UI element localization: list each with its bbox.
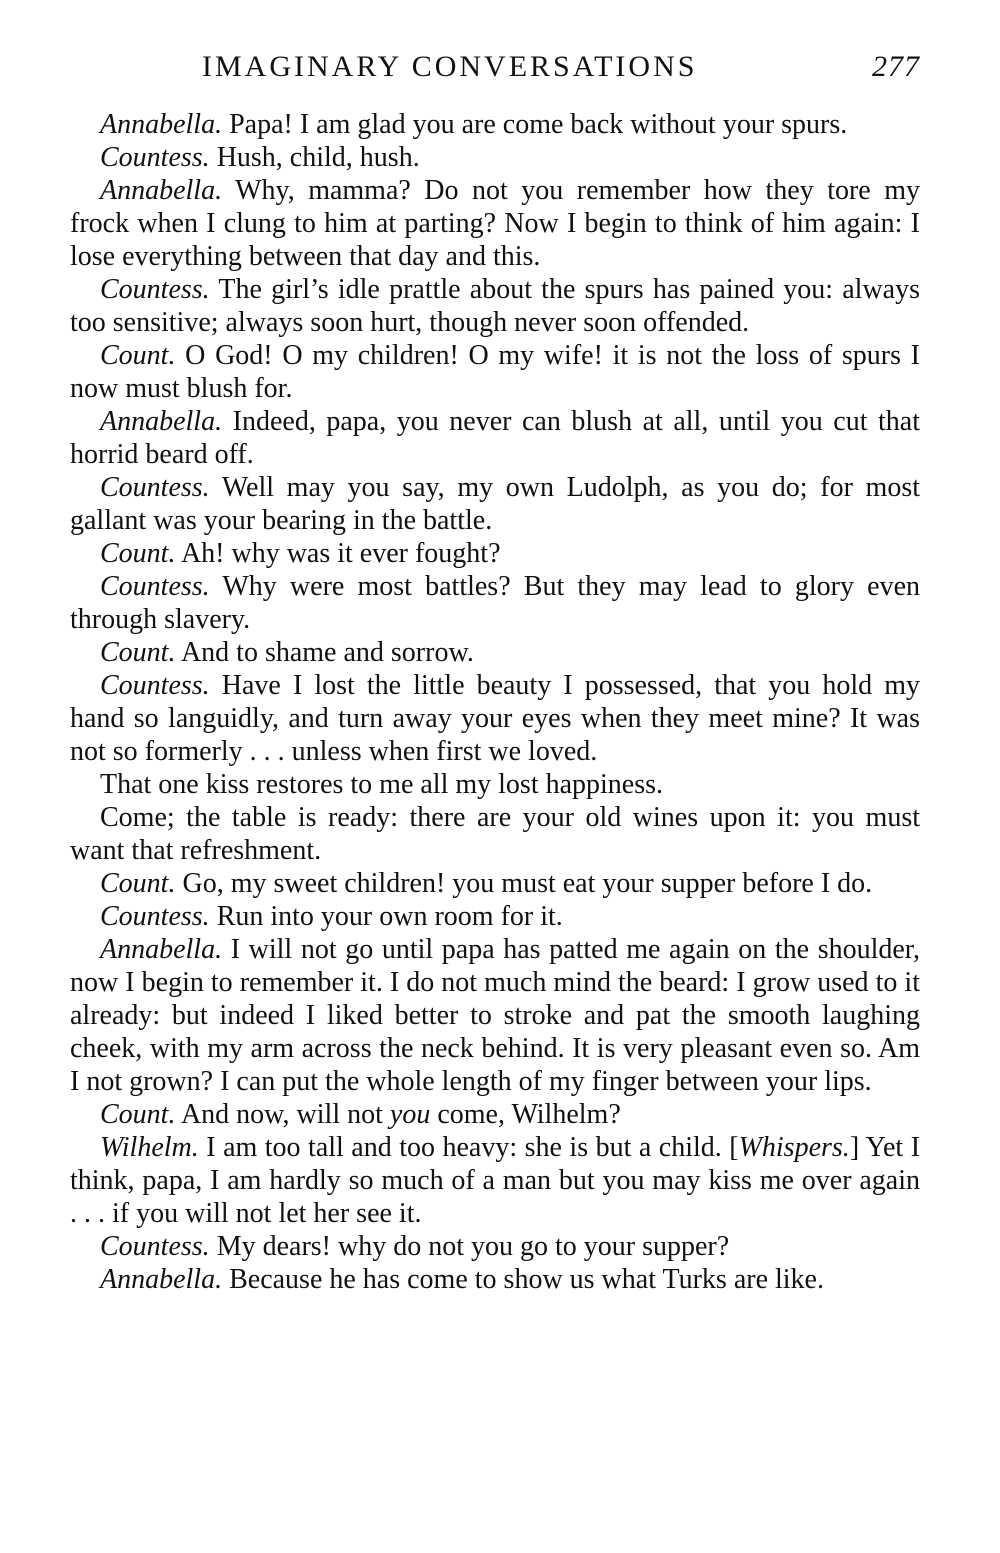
dialogue-paragraph xyxy=(70,273,920,339)
dialogue-paragraph xyxy=(70,768,920,801)
italic-text: you xyxy=(389,1099,431,1130)
dialogue-text xyxy=(70,108,920,1296)
page-number: 277 xyxy=(872,50,920,83)
speech-text: My dears! why do not you go to your supper? xyxy=(216,1231,730,1262)
speaker-name: Annabella. xyxy=(100,934,223,965)
speaker-name: Countess. xyxy=(100,571,210,602)
speaker-name: Countess. xyxy=(100,142,210,173)
speaker-name: Count. xyxy=(100,868,176,899)
speaker-name: Annabella. xyxy=(100,1264,223,1295)
speech-text: Indeed, papa, you never can blush at all, until you cut that horrid beard off. xyxy=(70,406,920,470)
speech-text: And now, will not xyxy=(180,1099,390,1130)
speech-text: Run into your own room for it. xyxy=(216,901,563,932)
speaker-name: Countess. xyxy=(100,274,210,305)
speaker-name: Countess. xyxy=(100,1231,210,1262)
speech-text: I will not go until papa has patted me again on the shoulder, now I begin to remember it. I do not much mind the beard: I grow used to it already: but indeed I liked better to stroke and pat the smooth laughing cheek, with my arm across the neck behind. It is very pleasant even so. Am I not grown? I can put the whole length of my finger between your lips. xyxy=(70,934,921,1097)
speech-text: That one kiss restores to me all my lost happiness. xyxy=(100,769,664,800)
dialogue-paragraph xyxy=(70,933,920,1098)
speech-text: The girl’s idle prattle about the spurs has pained you: always too sensitive; always soon hurt, though never soon offended. xyxy=(70,274,920,338)
speech-text: Come; the table is ready: there are your old wines upon it: you must want that refreshment. xyxy=(70,802,920,866)
dialogue-paragraph xyxy=(70,900,920,933)
dialogue-paragraph xyxy=(70,339,920,405)
speech-text: come, Wilhelm? xyxy=(430,1099,621,1130)
dialogue-paragraph xyxy=(70,1131,920,1230)
speech-text: Ah! why was it ever fought? xyxy=(180,538,501,569)
dialogue-paragraph xyxy=(70,1098,920,1131)
dialogue-paragraph xyxy=(70,405,920,471)
speaker-name: Annabella. xyxy=(100,406,223,437)
speech-text: Why, mamma? Do not you remember how they tore my frock when I clung to him at parting? Now I begin to think of him again: I lose everything between that day and this. xyxy=(70,175,920,272)
dialogue-paragraph xyxy=(70,537,920,570)
speech-text: Papa! I am glad you are come back without your spurs. xyxy=(229,109,848,140)
speaker-name: Countess. xyxy=(100,472,210,503)
dialogue-paragraph xyxy=(70,1263,920,1296)
dialogue-paragraph xyxy=(70,636,920,669)
speaker-name: Count. xyxy=(100,340,176,371)
speaker-name: Count. xyxy=(100,538,176,569)
speech-text: Because he has come to show us what Turks are like. xyxy=(229,1264,824,1295)
speaker-name: Count. xyxy=(100,637,176,668)
dialogue-paragraph xyxy=(70,1230,920,1263)
speech-text: O God! O my children! O my wife! it is not the loss of spurs I now must blush for. xyxy=(70,340,921,404)
speaker-name: Countess. xyxy=(100,901,210,932)
italic-text: Whispers. xyxy=(738,1132,850,1163)
dialogue-paragraph xyxy=(70,471,920,537)
dialogue-paragraph xyxy=(70,108,920,141)
speech-text: Hush, child, hush. xyxy=(216,142,420,173)
running-header xyxy=(70,50,920,94)
speech-text: And to shame and sorrow. xyxy=(180,637,474,668)
speech-text: Well may you say, my own Ludolph, as you do; for most gallant was your bearing in the battle. xyxy=(70,472,920,536)
dialogue-paragraph xyxy=(70,867,920,900)
speaker-name: Count. xyxy=(100,1099,176,1130)
speech-text: Have I lost the little beauty I possessed, that you hold my hand so languidly, and turn away your eyes when they meet mine? It was not so formerly . . . unless when first we loved. xyxy=(70,670,921,767)
dialogue-paragraph xyxy=(70,141,920,174)
speech-text: I am too tall and too heavy: she is but a child. [ xyxy=(206,1132,739,1163)
speaker-name: Annabella. xyxy=(100,109,223,140)
running-title: IMAGINARY CONVERSATIONS xyxy=(202,50,698,83)
speech-text: ] Yet I think, papa, I am hardly so much of a man but you may kiss me over again . . . if you will not let her see it. xyxy=(70,1132,921,1229)
speech-text: Go, my sweet children! you must eat your supper before I do. xyxy=(182,868,873,899)
dialogue-paragraph xyxy=(70,570,920,636)
speaker-name: Wilhelm. xyxy=(100,1132,199,1163)
speaker-name: Countess. xyxy=(100,670,210,701)
speech-text: Why were most battles? But they may lead to glory even through slavery. xyxy=(70,571,920,635)
dialogue-paragraph xyxy=(70,174,920,273)
speaker-name: Annabella. xyxy=(100,175,223,206)
dialogue-paragraph xyxy=(70,669,920,768)
dialogue-paragraph xyxy=(70,801,920,867)
